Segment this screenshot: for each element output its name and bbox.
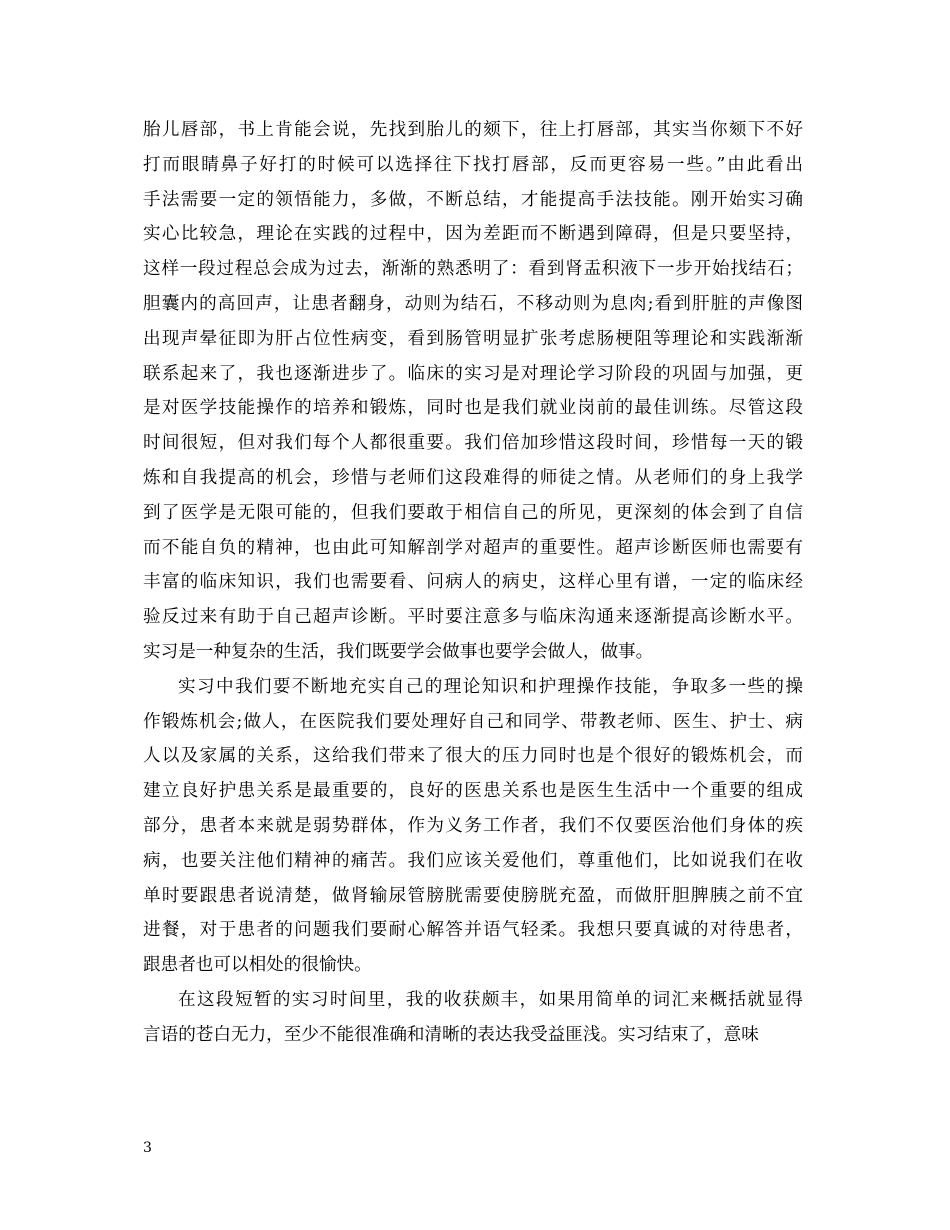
text-line: 跟患者也可以相处的很愉快。 <box>143 955 372 976</box>
text-line: 建立良好护患关系是最重要的，良好的医患关系也是医生生活中一个重要的组成 <box>143 781 803 802</box>
paragraph <box>143 983 803 1053</box>
text-line: 实心比较急，理论在实践的过程中，因为差距而不断遇到障碍，但是只要坚持， <box>143 224 803 245</box>
text-line: 实习是一种复杂的生活，我们既要学会做事也要学会做人，做事。 <box>143 641 654 662</box>
text-line: 联系起来了，我也逐渐进步了。临床的实习是对理论学习阶段的巩固与加强，更 <box>143 363 803 384</box>
text-line: 时间很短，但对我们每个人都很重要。我们倍加珍惜这段时间，珍惜每一天的锻 <box>143 433 803 454</box>
text-line: 出现声晕征即为肝占位性病变，看到肠管明显扩张考虑肠梗阻等理论和实践渐渐 <box>143 328 803 349</box>
text-line: 打而眼睛鼻子好打的时候可以选择往下找打唇部，反而更容易一些。”由此看出 <box>143 154 803 175</box>
text-line: 实习中我们要不断地充实自己的理论知识和护理操作技能，争取多一些的操 <box>178 676 803 697</box>
page-number: 3 <box>143 1140 152 1156</box>
text-line: 验反过来有助于自己超声诊断。平时要注意多与临床沟通来逐渐提高诊断水平。 <box>143 607 803 628</box>
text-line: 而不能自负的精神，也由此可知解剖学对超声的重要性。超声诊断医师也需要有 <box>143 537 803 558</box>
text-line: 这样一段过程总会成为过去，渐渐的熟悉明了：看到肾盂积液下一步开始找结石； <box>143 259 803 280</box>
text-line: 进餐，对于患者的问题我们要耐心解答并语气轻柔。我想只要真诚的对待患者， <box>143 920 803 941</box>
text-line: 言语的苍白无力，至少不能很准确和清晰的表达我受益匪浅。实习结束了，意味 <box>143 1024 759 1045</box>
text-line: 丰富的临床知识，我们也需要看、问病人的病史，这样心里有谱，一定的临床经 <box>143 572 803 593</box>
text-line: 在这段短暂的实习时间里，我的收获颇丰，如果用简单的词汇来概括就显得 <box>178 989 803 1010</box>
paragraph <box>143 113 803 670</box>
text-line: 作锻炼机会;做人，在医院我们要处理好自己和同学、带教老师、医生、护士、病 <box>143 711 803 732</box>
text-line: 单时要跟患者说清楚，做肾输尿管膀胱需要使膀胱充盈，而做肝胆脾胰之前不宜 <box>143 885 803 906</box>
paragraph <box>143 670 803 983</box>
text-line: 部分，患者本来就是弱势群体，作为义务工作者，我们不仅要医治他们身体的疾 <box>143 815 803 836</box>
text-line: 炼和自我提高的机会，珍惜与老师们这段难得的师徒之情。从老师们的身上我学 <box>143 467 803 488</box>
text-line: 是对医学技能操作的培养和锻炼，同时也是我们就业岗前的最佳训练。尽管这段 <box>143 398 803 419</box>
text-line: 胎儿唇部，书上肯能会说，先找到胎儿的颏下，往上打唇部，其实当你颏下不好 <box>143 120 803 140</box>
body-text <box>143 113 803 1053</box>
text-line: 人以及家属的关系，这给我们带来了很大的压力同时也是个很好的锻炼机会，而 <box>143 746 803 767</box>
text-line: 病，也要关注他们精神的痛苦。我们应该关爱他们，尊重他们，比如说我们在收 <box>143 850 803 871</box>
text-line: 手法需要一定的领悟能力，多做，不断总结，才能提高手法技能。刚开始实习确 <box>143 189 803 210</box>
text-line: 胆囊内的高回声，让患者翻身，动则为结石，不移动则为息肉;看到肝脏的声像图 <box>143 293 803 314</box>
text-line: 到了医学是无限可能的，但我们要敢于相信自己的所见，更深刻的体会到了自信 <box>143 502 803 523</box>
